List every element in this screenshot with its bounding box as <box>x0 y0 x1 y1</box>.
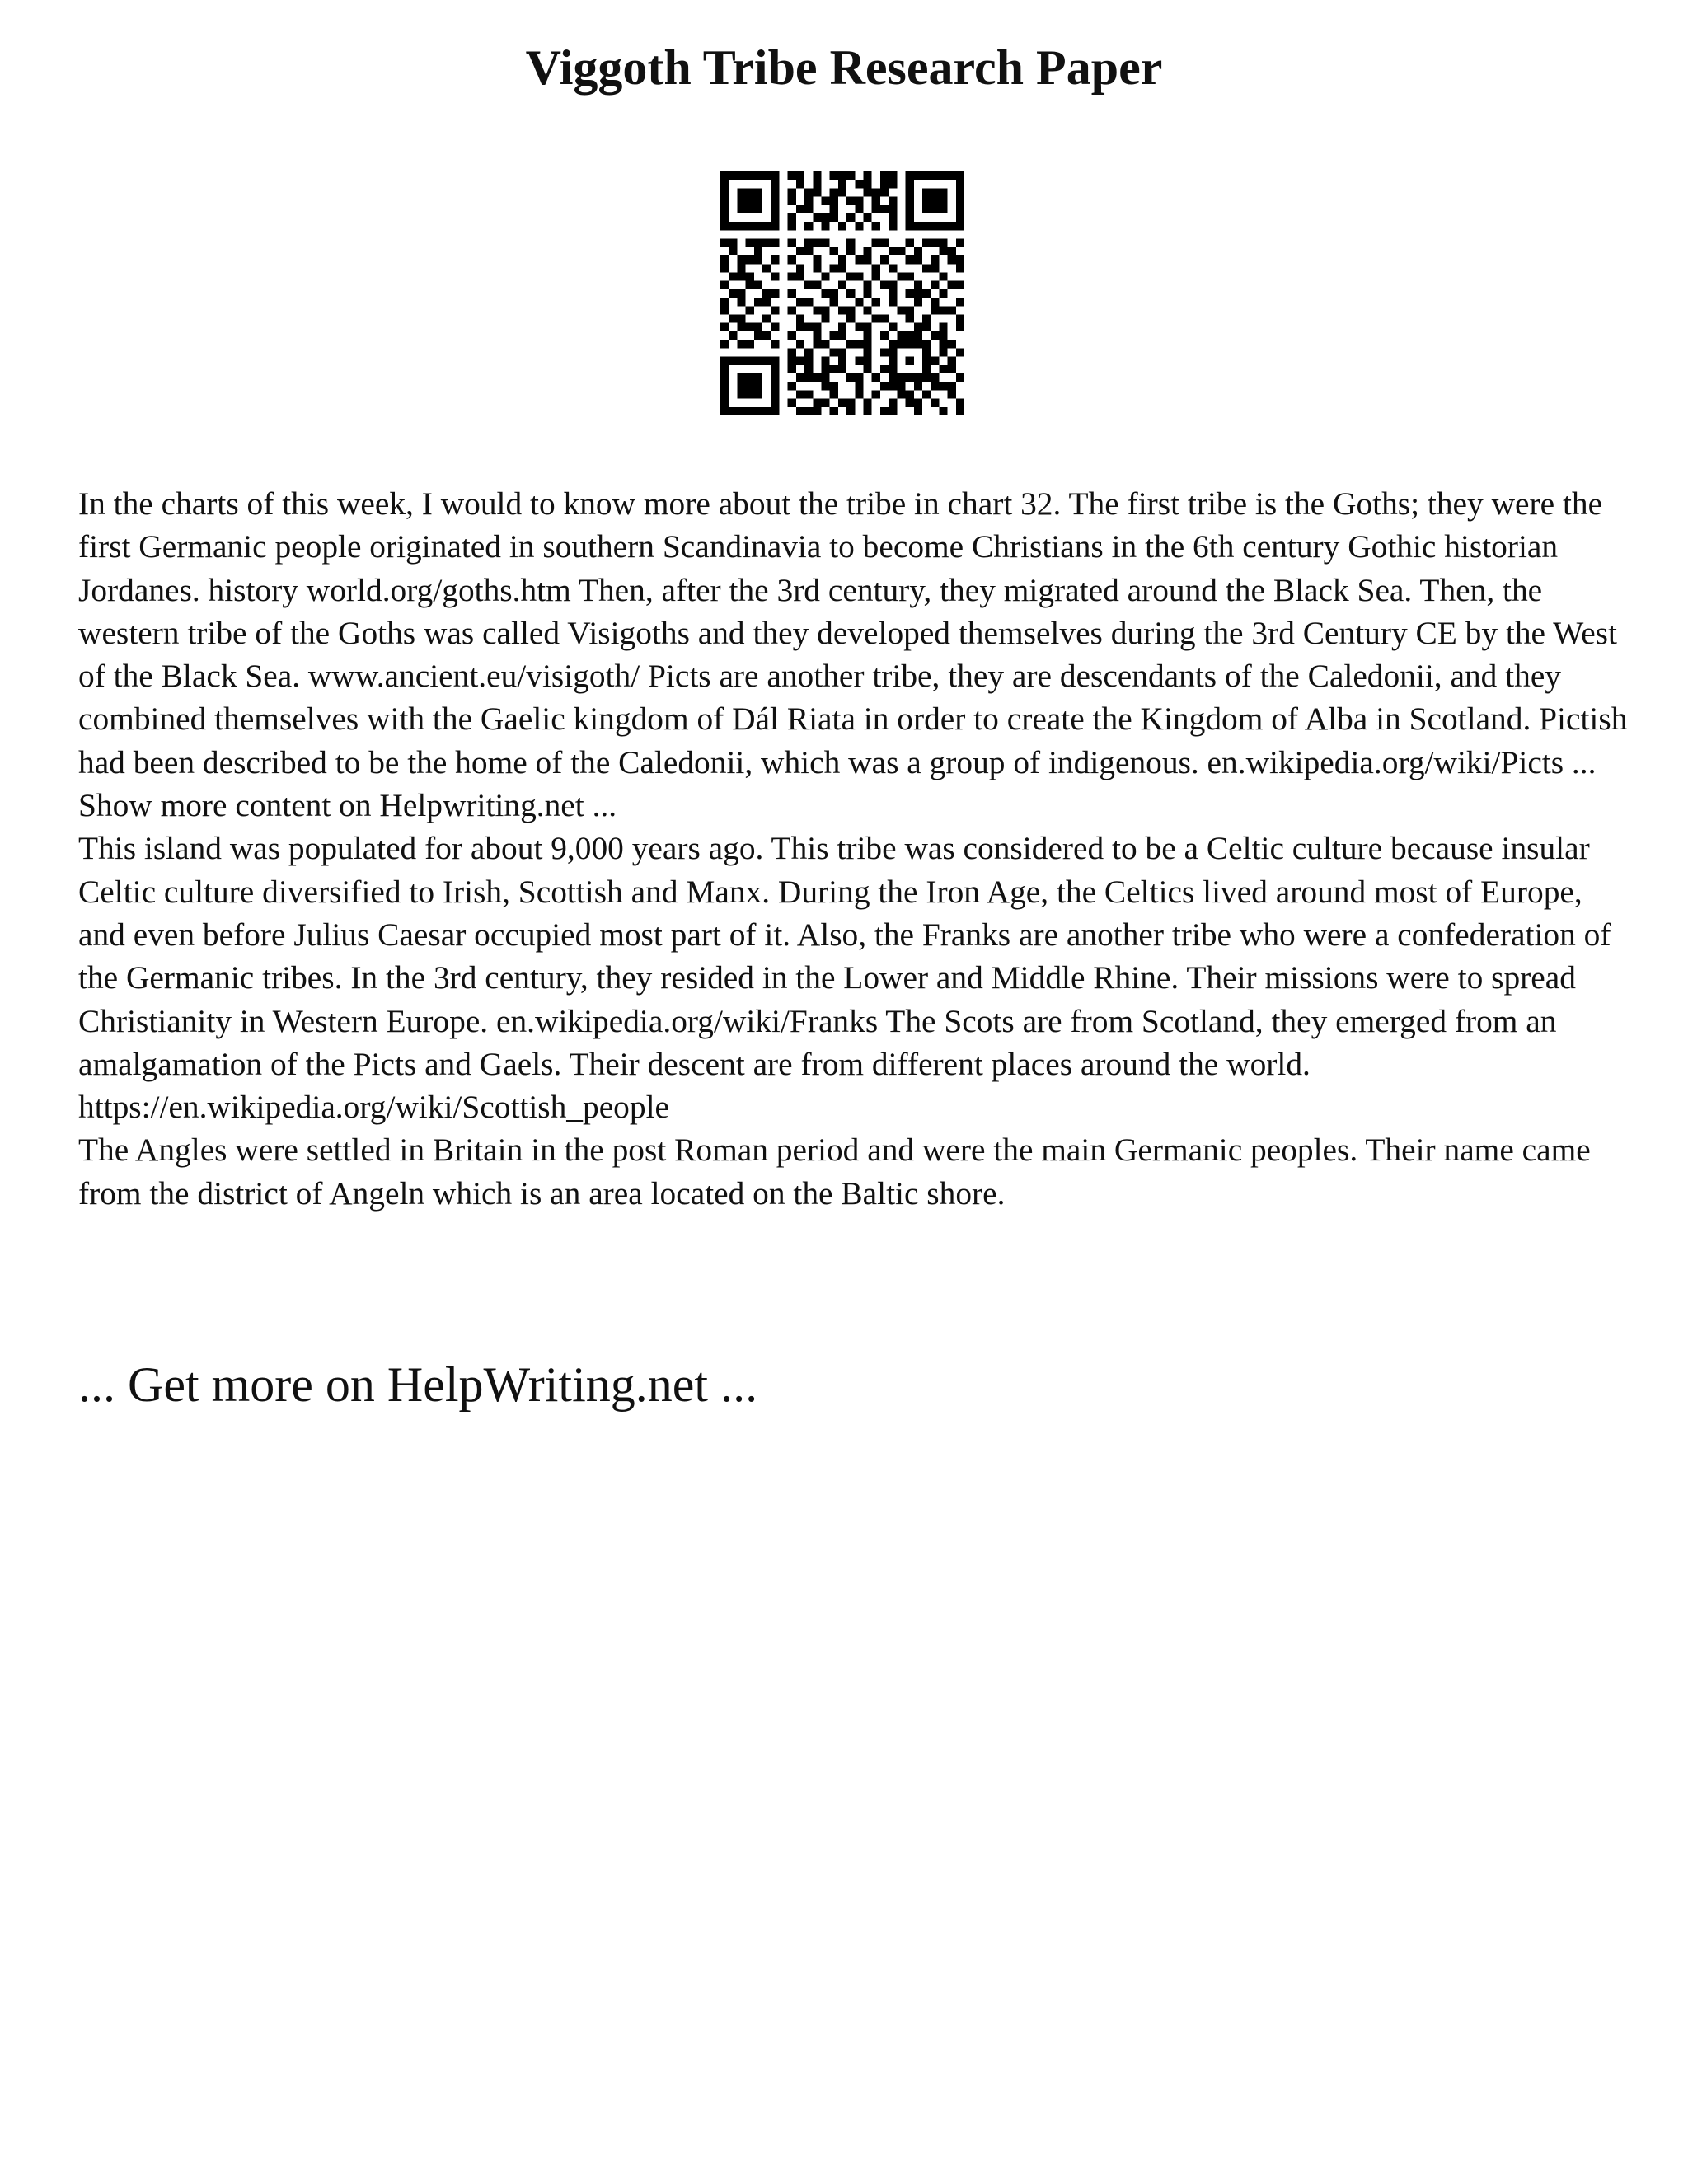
page-title: Viggoth Tribe Research Paper <box>525 40 1163 95</box>
qr-code-icon <box>720 171 964 415</box>
paragraph-celts-franks-scots: This island was populated for about 9,000 years ago. This tribe was considered to be a Celtic culture because insular Celtic culture diversified to Irish, Scottish and Manx. During the Iron Age, the Celtics lived around most of Europe, and even before Julius Caesar occupied most part of it. Also, the Franks are another tribe who were a confederation of the Germanic tribes. In the 3rd century, they resided in the Lower and Middle Rhine. Their missions were to spread Christianity in Western Europe. en.wikipedia.org/wiki/Franks The Scots are from Scotland, they emerged from an amalgamation of the Picts and Gaels. Their descent are from different places around the world. https://en.wikipedia.org/wiki/Scottish_people <box>78 830 1611 1126</box>
paragraph-angles: The Angles were settled in Britain in the post Roman period and were the main Germanic peoples. Their name came from the district of Angeln which is an area located on the Baltic shore. <box>78 1132 1591 1212</box>
article-body <box>78 482 1628 1215</box>
get-more-link[interactable]: ... Get more on HelpWriting.net ... <box>78 1357 758 1412</box>
paragraph-goths-picts: In the charts of this week, I would to know more about the tribe in chart 32. The first tribe is the Goths; they were the first Germanic people originated in southern Scandinavia to become Christians in the 6th century Gothic historian Jordanes. history world.org/goths.htm Then, after the 3rd century, they migrated around the Black Sea. Then, the western tribe of the Goths was called Visigoths and they developed themselves during the 3rd Century CE by the West of the Black Sea. www.ancient.eu/visigoth/ Picts are another tribe, they are descendants of the Caledonii, and they combined themselves with the Gaelic kingdom of Dál Riata in order to create the Kingdom of Alba in Scotland. Pictish had been described to be the home of the Caledonii, which was a group of indigenous. en.wikipedia.org/wiki/Picts ... Show more content on Helpwriting.net ... <box>78 485 1628 824</box>
